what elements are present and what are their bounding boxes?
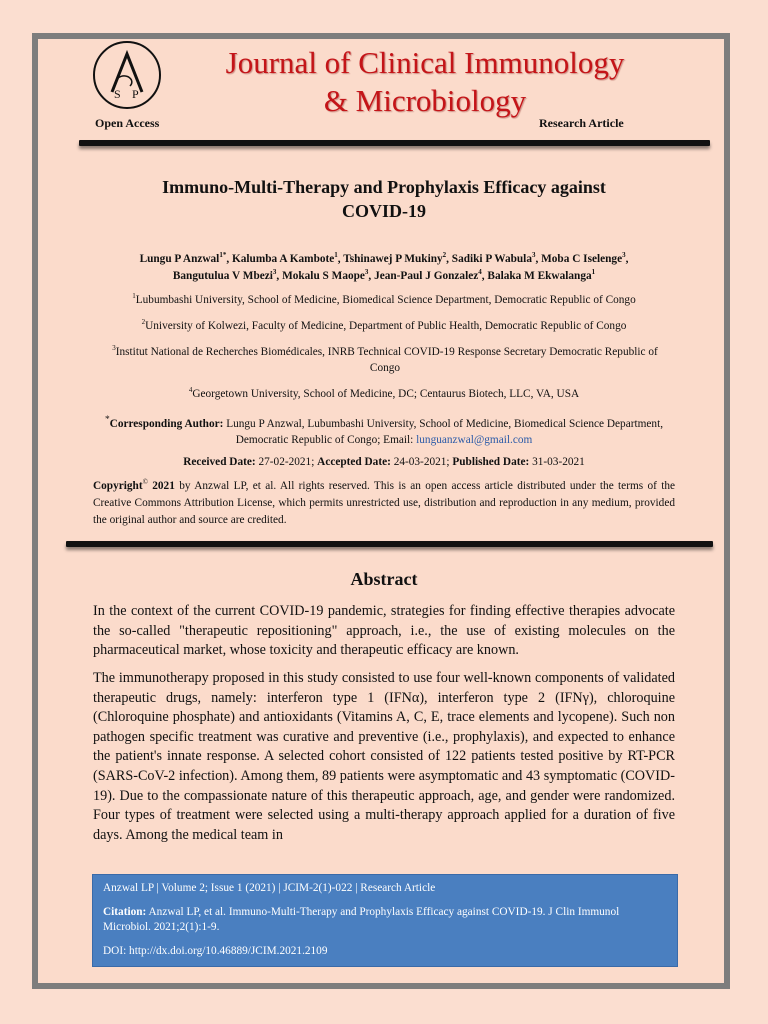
received-date: 27-02-2021; bbox=[255, 456, 318, 468]
published-date: 31-03-2021 bbox=[529, 456, 585, 468]
author-separator: , bbox=[368, 270, 375, 282]
journal-title bbox=[180, 44, 670, 120]
article-type-label: Research Article bbox=[539, 116, 624, 130]
corresponding-mark: * bbox=[104, 415, 110, 425]
journal-logo-icon bbox=[92, 40, 162, 110]
author-separator: , bbox=[276, 270, 283, 282]
affiliation-2 bbox=[88, 318, 680, 334]
author-separator: , bbox=[481, 270, 488, 282]
author-separator: , bbox=[337, 253, 344, 265]
section-divider bbox=[66, 541, 713, 547]
citation-box bbox=[92, 874, 678, 967]
corresponding-text: Lungu P Anzwal, Lubumbashi University, School of Medicine, Biomedical Science Department, Democratic Republic of Congo; Email: bbox=[223, 417, 664, 446]
affiliation-3 bbox=[100, 344, 670, 376]
affiliation-4 bbox=[88, 386, 680, 402]
author-affiliation-mark: 3 bbox=[531, 251, 536, 260]
author-affiliation-mark: 3 bbox=[364, 268, 369, 277]
header-divider bbox=[79, 140, 710, 146]
corresponding-author bbox=[88, 412, 680, 448]
received-label: Received Date: bbox=[183, 456, 256, 468]
affiliation-text: University of Kolwezi, Faculty of Medicine, Department of Public Health, Democratic Republic of Congo bbox=[145, 320, 627, 332]
affiliation-1 bbox=[88, 292, 680, 308]
abstract-paragraph-2: The immunotherapy proposed in this study consisted to use four well-known components of validated therapeutic drugs, namely: interferon type 1 (IFNα), interferon type 2 (IFNγ), chloroquine (Chloroquine phosphate) and antioxidants (Vitamins A, C, E, trace elements and lycopene). Such non pathogen specific treatment was curative and preventive (i.e., prophylaxis), and expected to enhance the patient's innate response. A selected cohort consisted of 122 patients tested positive by RT-PCR (SARS-CoV-2 infection). Among them, 89 patients were asymptomatic and 43 symptomatic (COVID-19). Due to the compassionate nature of this therapeutic approach, age, and gender were randomized. Four types of treatment were selected using a multi-therapy approach applied for a duration of five days. Among the medical team in bbox=[93, 670, 675, 843]
published-label: Published Date: bbox=[452, 456, 530, 468]
email-link[interactable]: lunguanzwal@gmail.com bbox=[416, 433, 533, 446]
article-meta-line: Anzwal LP | Volume 2; Issue 1 (2021) | JCIM-2(1)-022 | Research Article bbox=[103, 882, 436, 894]
abstract-heading: Abstract bbox=[350, 569, 418, 589]
affiliation-text: Georgetown University, School of Medicine, DC; Centaurus Biotech, LLC, VA, USA bbox=[192, 388, 580, 400]
citation-label: Citation: bbox=[103, 906, 147, 918]
author-separator: , bbox=[535, 253, 542, 265]
author-affiliation-mark: 2 bbox=[442, 251, 447, 260]
accepted-date: 24-03-2021; bbox=[390, 456, 453, 468]
accepted-label: Accepted Date: bbox=[317, 456, 391, 468]
abstract-paragraph-1: In the context of the current COVID-19 pandemic, strategies for finding effective therapies advocate the so-called "therapeutic repositioning" approach, i.e., the use of existing molecules on the pharmaceutical market, whose toxicity and therapeutic efficacy are known. bbox=[93, 603, 675, 659]
svg-text:S: S bbox=[114, 87, 121, 101]
copyright-notice bbox=[93, 478, 675, 529]
author-separator: , bbox=[226, 253, 232, 265]
author-list bbox=[90, 251, 678, 285]
doi-link[interactable]: DOI: http://dx.doi.org/10.46889/JCIM.2021.2109 bbox=[103, 945, 328, 957]
corresponding-label: Corresponding Author: bbox=[109, 417, 224, 430]
author-name: Tshinawej P Mukiny bbox=[343, 253, 443, 265]
affiliation-number: 3 bbox=[112, 344, 116, 353]
affiliation-number: 4 bbox=[188, 386, 193, 395]
copyright-text: by Anzwal LP, et al. All rights reserved. This is an open access article distributed under the terms of the Creative Commons Attribution License, which permits unrestricted use, distribution and reproduction in any medium, provided the original author and source are credited. bbox=[93, 480, 676, 526]
author-affiliation-mark: 1 bbox=[334, 251, 338, 260]
author-affiliation-mark: 3 bbox=[272, 268, 277, 277]
article-dates bbox=[88, 454, 680, 470]
citation-line bbox=[103, 905, 667, 935]
author-affiliation-mark: 4 bbox=[478, 268, 482, 277]
author-name: Bangutulua V Mbezi bbox=[172, 270, 273, 282]
copyright-year: 2021 bbox=[147, 480, 175, 492]
author-name: Kalumba A Kambote bbox=[231, 253, 335, 265]
author-separator: , bbox=[625, 253, 629, 265]
author-name: Balaka M Ekwalanga bbox=[487, 270, 592, 282]
article-title-line2: COVID-19 bbox=[342, 201, 426, 221]
author-affiliation-mark: 3 bbox=[622, 251, 626, 260]
open-access-label: Open Access bbox=[95, 116, 160, 130]
affiliation-text: Institut National de Recherches Biomédicales, INRB Technical COVID-19 Response Secretary Democratic Republic of Congo bbox=[115, 346, 658, 374]
copyright-symbol: © bbox=[142, 478, 148, 487]
author-name: Sadiki P Wabula bbox=[451, 253, 532, 265]
article-title bbox=[100, 175, 668, 223]
author-separator: , bbox=[446, 253, 452, 265]
journal-title-line1: Journal of Clinical Immunology bbox=[225, 45, 625, 80]
copyright-label: Copyright bbox=[93, 480, 143, 492]
citation-text: Anzwal LP, et al. Immuno-Multi-Therapy and Prophylaxis Efficacy against COVID-19. J Clin Immunol Microbiol. 2021;2(1):1-9. bbox=[103, 906, 620, 933]
affiliation-number: 1 bbox=[132, 292, 136, 301]
affiliation-text: Lubumbashi University, School of Medicine, Biomedical Science Department, Democratic Republic of Congo bbox=[135, 294, 636, 306]
author-name: Jean-Paul J Gonzalez bbox=[374, 270, 479, 282]
journal-title-line2: & Microbiology bbox=[323, 83, 527, 118]
article-title-line1: Immuno-Multi-Therapy and Prophylaxis Efficacy against bbox=[162, 177, 606, 197]
author-name: Moba C Iselenge bbox=[541, 253, 623, 265]
author-affiliation-mark: 1* bbox=[219, 251, 227, 260]
author-name: Lungu P Anzwal bbox=[139, 253, 220, 265]
svg-text:P: P bbox=[132, 87, 139, 101]
author-name: Mokalu S Maope bbox=[282, 270, 365, 282]
author-affiliation-mark: 1 bbox=[591, 268, 596, 277]
affiliation-number: 2 bbox=[141, 318, 146, 327]
